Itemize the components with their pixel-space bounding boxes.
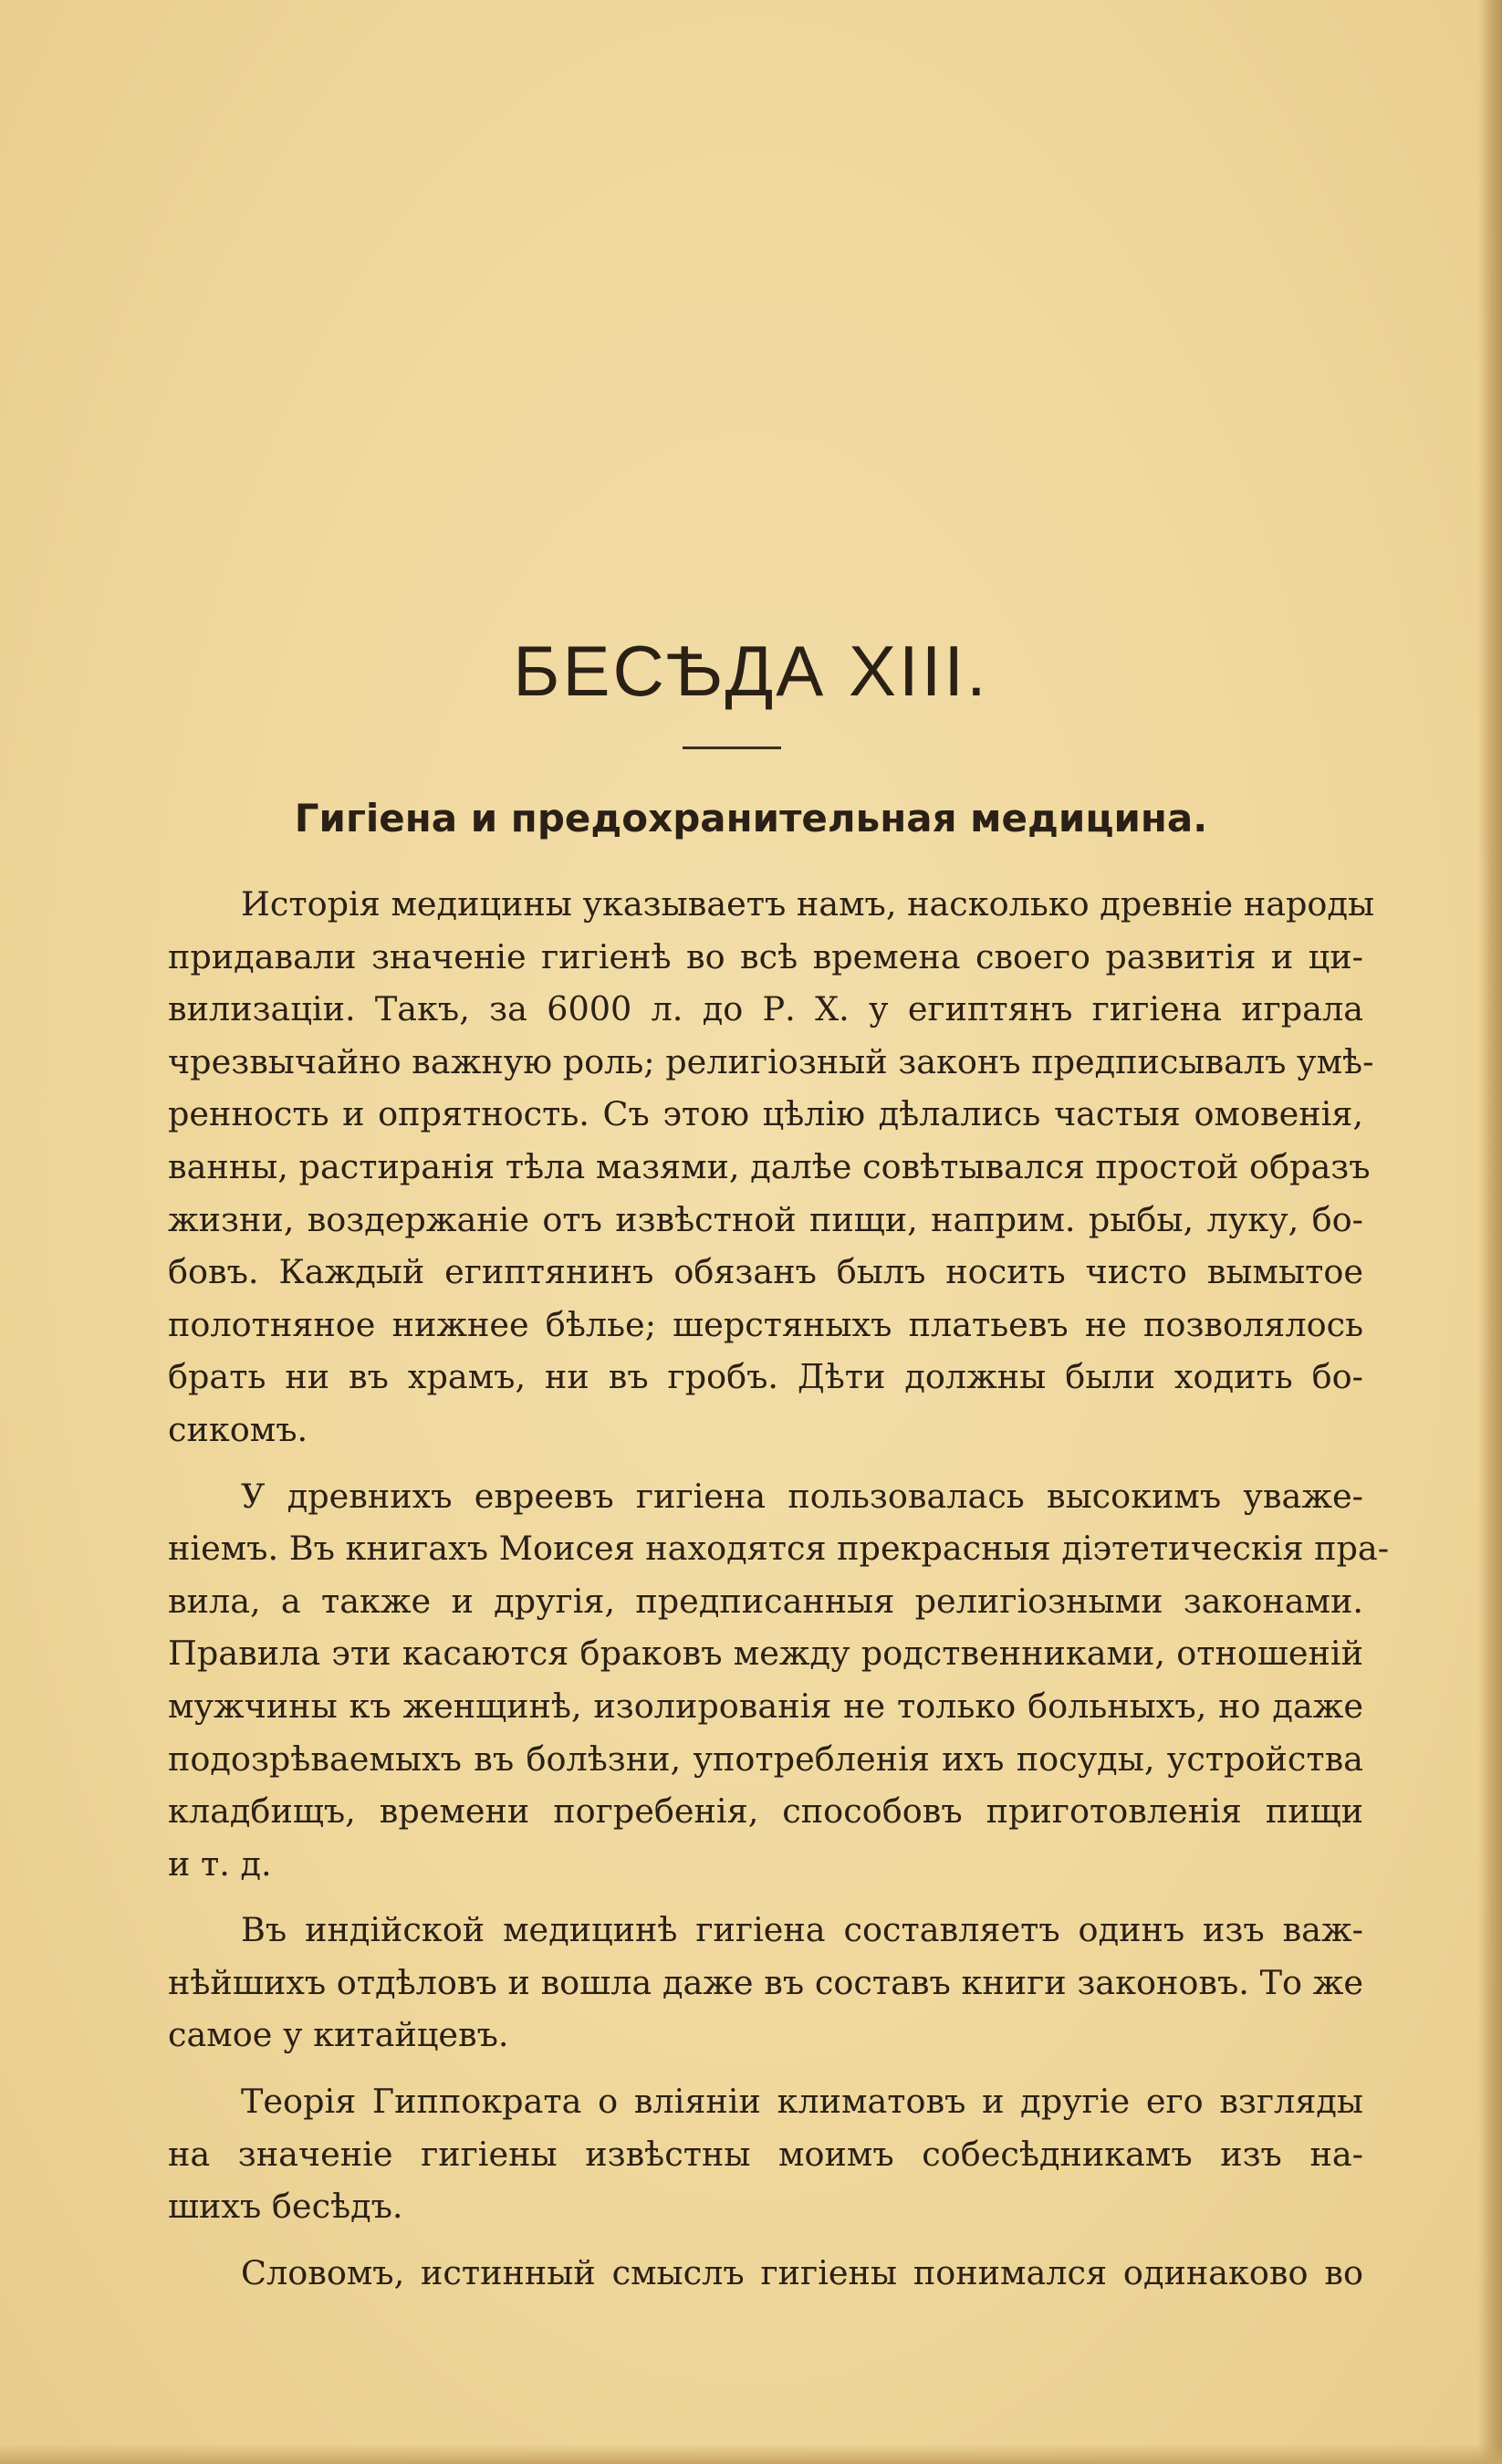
paragraph [95,878,1375,1456]
body-text [95,878,1390,2313]
page-bottom-edge [0,2444,1502,2464]
text-line: самое у китайцевъ. [168,2015,509,2055]
text-line: ванны, растиранія тѣла мазями, далѣе совѣтывался простой образъ [168,1146,1371,1186]
text-line: Теорія Гиппократа о вліяніи климатовъ и другіе его взгляды [241,2082,1363,2122]
text-line: шихъ бесѣдъ. [168,2187,403,2227]
text-line: брать ни въ храмъ, ни въ гробъ. Дѣти должны были ходить бо- [168,1357,1363,1397]
text-line: Исторія медицины указываетъ намъ, насколько древніе народы [241,884,1375,924]
text-line: Словомъ, истинный смыслъ гигіены понимался одинаково во [241,2252,1363,2292]
text-line: и т. д. [168,1843,272,1884]
text-line: Въ индійской медицинѣ гигіена составляетъ одинъ изъ важ- [241,1910,1363,1950]
text-line: ніемъ. Въ книгахъ Моисея находятся прекрасныя діэтетическія пра- [168,1529,1390,1569]
title-divider [683,747,781,749]
paragraph [95,2075,1363,2233]
page-edge-shadow [1478,0,1502,2464]
text-line: бовъ. Каждый египтянинъ обязанъ былъ носить чисто вымытое [168,1252,1363,1292]
chapter-subtitle: Гигіена и предохранительная медицина. [294,796,1208,840]
text-line: подозрѣваемыхъ въ болѣзни, употребленія ихъ посуды, устройства [168,1738,1363,1779]
paragraph [95,2247,1363,2300]
text-line: Правила эти касаются браковъ между родственниками, отношеній [168,1634,1363,1674]
text-line: нѣйшихъ отдѣловъ и вошла даже въ составъ книги законовъ. То же [168,1962,1363,2002]
text-line: У древнихъ евреевъ гигіена пользовалась высокимъ уваже- [241,1476,1363,1516]
text-line: кладбищъ, времени погребенія, способовъ приготовленія пищи [168,1791,1363,1832]
text-line: сикомъ. [168,1409,308,1449]
text-line: ренность и опрятность. Съ этою цѣлію дѣлались частыя омовенія, [168,1094,1363,1134]
paragraph [95,1904,1363,2062]
text-line: вилизаціи. Такъ, за 6000 л. до Р. Х. у египтянъ гигіена играла [168,989,1363,1029]
chapter-title: БЕСѢДА XIII. [513,631,989,711]
text-line: полотняное нижнее бѣлье; шерстяныхъ платьевъ не позволялось [168,1304,1363,1344]
text-line: вила, а также и другія, предписанныя религіозными законами. [168,1581,1363,1621]
paragraph [95,1470,1390,1891]
text-line: чрезвычайно важную роль; религіозный законъ предписывалъ умѣ- [168,1041,1374,1081]
text-line: на значеніе гигіены извѣстны моимъ собесѣдникамъ изъ на- [168,2134,1363,2174]
text-line: мужчины къ женщинѣ, изолированія не только больныхъ, но даже [168,1686,1363,1726]
text-line: жизни, воздержаніе отъ извѣстной пищи, наприм. рыбы, луку, бо- [168,1199,1363,1239]
text-line: придавали значеніе гигіенѣ во всѣ времена своего развитія и ци- [168,936,1363,976]
